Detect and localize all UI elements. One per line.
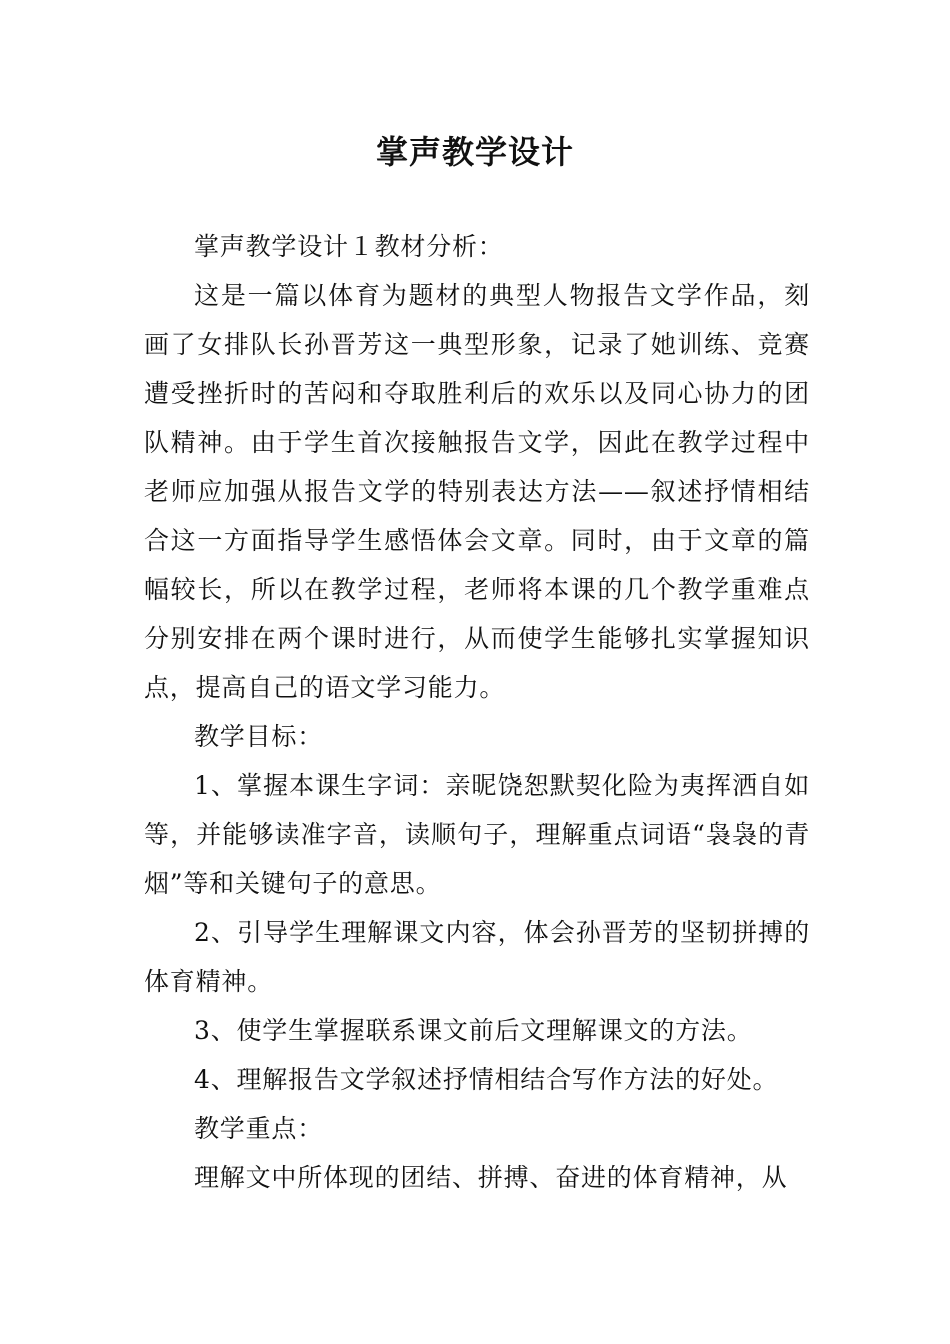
paragraph-objective-3: 3、使学生掌握联系课文前后文理解课文的方法。 xyxy=(194,1016,753,1045)
document-title: 掌声教学设计 xyxy=(375,133,574,171)
paragraph-analysis: 这是一篇以体育为题材的典型人物报告文学作品，刻画了女排队长孙晋芳这一典型形象，记录了她训练、竞赛遭受挫折时的苦闷和夺取胜利后的欢乐以及同心协力的团队精神。由于学生首次接触报告文学，因此在教学过程中老师应加强从报告文学的特别表达方法——叙述抒情相结合这一方面指导学生感悟体会文章。同时，由于文章的篇幅较长，所以在教学过程，老师将本课的几个教学重难点分别安排在两个课时进行，从而使学生能够扎实掌握知识点，提高自己的语文学习能力。 xyxy=(144,281,810,702)
paragraph-objective-1: 1、掌握本课生字词：亲昵饶恕默契化险为夷挥洒自如等，并能够读准字音，读顺句子，理解重点词语“袅袅的青烟”等和关键句子的意思。 xyxy=(144,771,810,898)
paragraph-heading-objectives: 教学目标： xyxy=(194,722,324,751)
paragraph-objective-2: 2、引导学生理解课文内容，体会孙晋芳的坚韧拼搏的体育精神。 xyxy=(144,918,810,996)
paragraph-key-points: 理解文中所体现的团结、拼搏、奋进的体育精神，从 xyxy=(194,1163,788,1192)
document-body xyxy=(144,222,810,1202)
paragraph-objective-4: 4、理解报告文学叙述抒情相结合写作方法的好处。 xyxy=(194,1065,779,1094)
paragraph-heading-analysis: 掌声教学设计１教材分析： xyxy=(194,232,504,261)
paragraph-heading-key-points: 教学重点： xyxy=(194,1114,324,1143)
